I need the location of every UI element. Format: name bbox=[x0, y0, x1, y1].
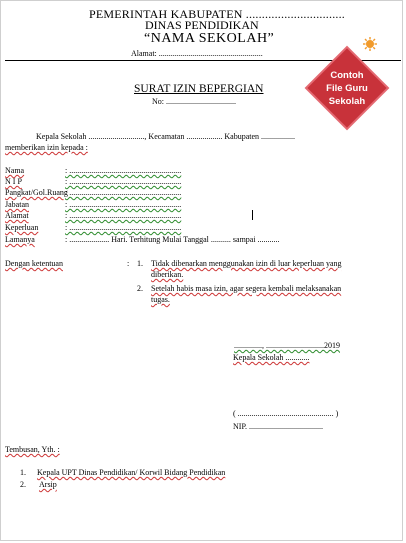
tembusan-2-text: Arsip bbox=[39, 480, 57, 489]
tembusan-1-num: 1. bbox=[20, 468, 26, 477]
intro-line-1: Kepala Sekolah ............................, Kecamatan .................. Kabupaten ................. bbox=[36, 132, 296, 141]
sun-icon bbox=[363, 37, 377, 51]
header-government: PEMERINTAH KABUPATEN ............................... bbox=[89, 7, 346, 21]
field-value-nama: : ........................................................ bbox=[65, 166, 182, 175]
field-value-alamat: : ........................................................ bbox=[65, 211, 182, 220]
signature-nip: NIP. ..................................... bbox=[233, 422, 324, 431]
field-value-pangkat: : ........................................................ bbox=[65, 188, 182, 197]
signature-role: Kepala Sekolah ............ bbox=[233, 353, 310, 362]
ketentuan-1-line2: diberikan. bbox=[151, 270, 184, 279]
field-label-nama: Nama bbox=[5, 166, 25, 175]
field-label-lamanya: Lamanya bbox=[5, 235, 35, 244]
text-cursor bbox=[252, 210, 253, 220]
ketentuan-label: Dengan ketentuan bbox=[5, 259, 63, 268]
field-value-jabatan: : ........................................................ bbox=[65, 200, 182, 209]
signature-date: .............., .............................2019 bbox=[234, 341, 340, 350]
badge-line-1: Contoh bbox=[330, 69, 364, 81]
watermark-badge bbox=[307, 48, 387, 128]
header-school-name: “NAMA SEKOLAH” bbox=[144, 31, 275, 46]
ketentuan-colon: : bbox=[127, 259, 130, 268]
ketentuan-1-line1: Tidak dibenarkan menggunakan izin di luar keperluan yang bbox=[151, 259, 342, 268]
field-label-alamat: Alamat bbox=[5, 211, 29, 220]
tembusan-1-text: Kepala UPT Dinas Pendidikan/ Korwil Bidang Pendidikan bbox=[37, 468, 226, 477]
ketentuan-2-num: 2. bbox=[137, 284, 143, 293]
signature-name: ( ................................................ ) bbox=[233, 409, 339, 418]
badge-line-3: Sekolah bbox=[328, 95, 366, 107]
ketentuan-2-line1: Setelah habis masa izin, agar segera kembali melaksanakan bbox=[151, 284, 342, 293]
letter-title: SURAT IZIN BEPERGIAN bbox=[134, 83, 264, 95]
field-label-jabatan: Jabatan bbox=[5, 200, 29, 209]
field-label-nip: N I P bbox=[5, 177, 22, 186]
field-label-pangkat: Pangkat/Gol.Ruang bbox=[5, 188, 68, 197]
header-address: Alamat: .................................................... bbox=[131, 49, 263, 58]
tembusan-label: Tembusan, Yth. : bbox=[5, 445, 60, 454]
field-value-nip: : ........................................................ bbox=[65, 177, 182, 186]
field-value-keperluan: : ........................................................ bbox=[65, 223, 182, 232]
letter-number: No: ................................... bbox=[152, 97, 236, 106]
tembusan-2-num: 2. bbox=[20, 480, 26, 489]
field-value-lamanya: : .................... Hari. Terhitung Mulai Tanggal .......... sampai ........... bbox=[65, 235, 280, 244]
intro-line-2: memberikan izin kepada : bbox=[5, 143, 88, 152]
field-label-keperluan: Keperluan bbox=[5, 223, 39, 232]
ketentuan-1-num: 1. bbox=[137, 259, 143, 268]
ketentuan-2-line2: tugas. bbox=[151, 295, 170, 304]
header-agency: DINAS PENDIDIKAN bbox=[145, 18, 259, 32]
badge-line-2: File Guru bbox=[326, 82, 368, 94]
